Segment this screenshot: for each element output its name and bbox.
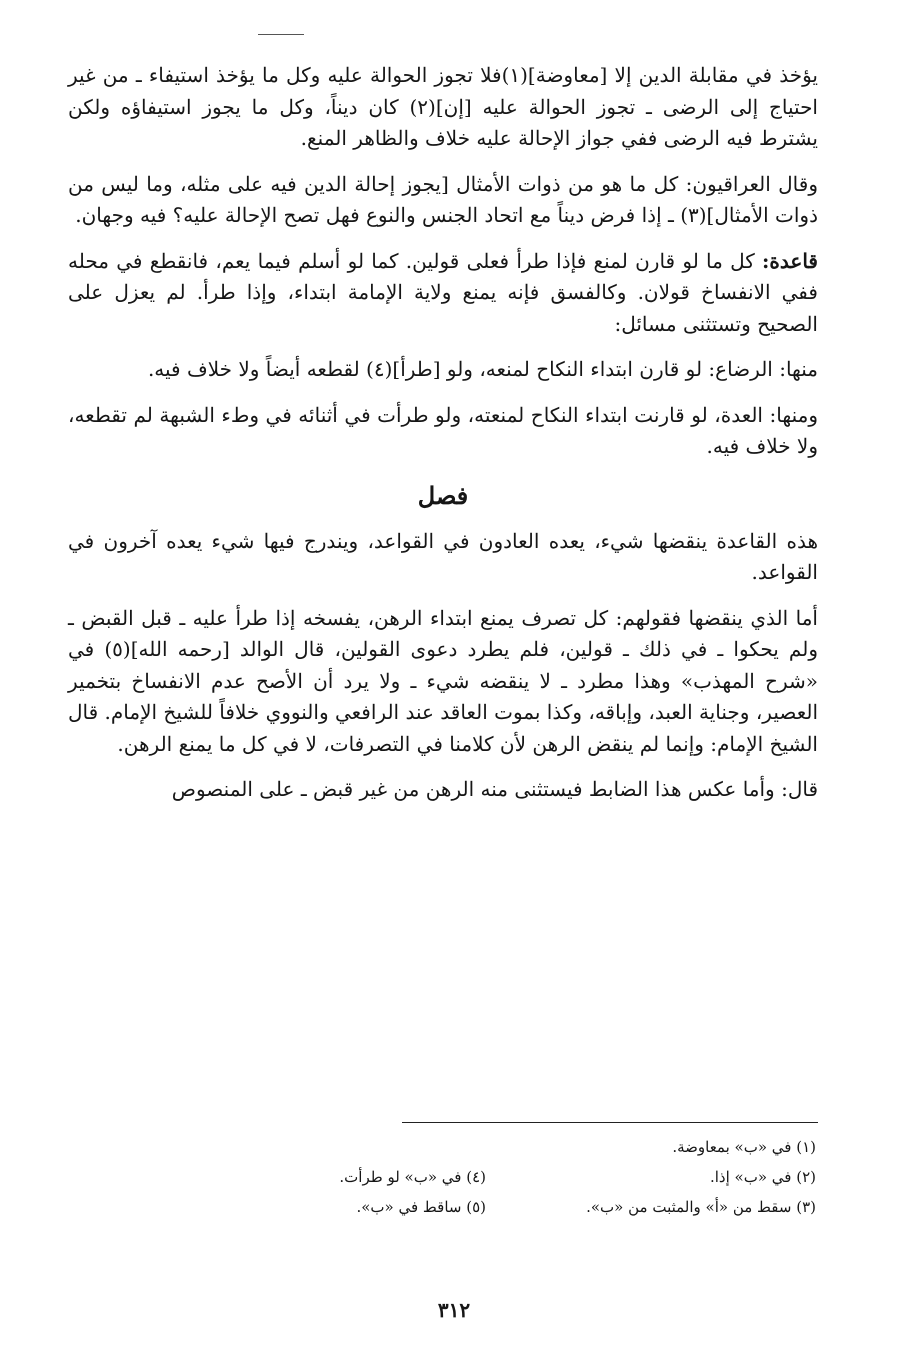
footnote-3: (٣) سقط من «أ» والمثبت من «ب». [586,1198,816,1216]
paragraph-8: قال: وأما عكس هذا الضابط فيستثنى منه الرهن من غير قبض ـ على المنصوص [171,777,818,801]
footnote-separator [402,1122,818,1123]
paragraph-3-text: كل ما لو قارن لمنع فإذا طرأ فعلى قولين. كما لو أسلم فيما يعم، فانقطع في محله ففي الانفساخ قولان. وكالفسق فإنه يمنع ولاية الإمامة ابتداء، وإذا طرأ. لم يعزل على الصحيح وتستثنى مسائل: [68,248,818,336]
footnote-2: (٢) في «ب» إذا. [709,1168,816,1186]
paragraph-1: يؤخذ في مقابلة الدين إلا [معاوضة](١)فلا تجوز الحوالة عليه وكل ما يؤخذ استيفاء ـ من غير احتياج إلى الرضى ـ تجوز الحوالة عليه [إن](٢) كان ديناً، وكل ما يجوز استيفاؤه ولكن يشترط فيه الرضى ففي جواز الإحالة عليه خلاف والظاهر المنع. [68,63,818,150]
footnote-1: (١) في «ب» بمعاوضة. [672,1138,816,1156]
paragraph-3 [68,246,818,341]
footnotes-right-column [516,1132,816,1222]
footnotes-left-column [186,1162,486,1222]
section-heading: فصل [417,480,469,510]
paragraph-6: هذه القاعدة ينقضها شيء، يعده العادون في القواعد، ويندرج فيها شيء يعده آخرون في القواعد. [68,528,818,584]
rule-label: قاعدة: [762,248,818,273]
paragraph-2: وقال العراقيون: كل ما هو من ذوات الأمثال [يجوز إحالة الدين فيه على مثله، وما ليس من ذوات الأمثال](٣) ـ إذا فرض ديناً مع اتحاد الجنس والنوع فهل تصح الإحالة عليه؟ فيه وجهان. [68,171,818,227]
page-number: ٣١٢ [437,1298,471,1322]
paragraph-7: أما الذي ينقضها فقولهم: كل تصرف يمنع ابتداء الرهن، يفسخه إذا طرأ عليه ـ قبل القبض ـ ولم يحكوا ـ في ذلك ـ قولين، فلم يطرد دعوى القولين، قال الوالد [رحمه الله](٥) في «شرح المهذب» وهذا مطرد ـ لا ينقضه شيء ـ ولا يرد أن الأصح عدم الانفساخ بتخمير العصير، وجناية العبد، وإباقه، وكذا بموت العاقد عند الرافعي والنووي خلافاً للشيخ الإمام. قال الشيخ الإمام: وإنما لم ينقض الرهن لأن كلامنا في التصرفات، لا في كل ما يمنع الرهن. [68,605,818,756]
top-margin-mark [258,34,304,35]
paragraph-5: ومنها: العدة، لو قارنت ابتداء النكاح لمنعته، ولو طرأت في أثنائه في وطء الشبهة لم تقطعه، ولا خلاف فيه. [68,402,818,458]
paragraph-4: منها: الرضاع: لو قارن ابتداء النكاح لمنعه، ولو [طرأ](٤) لقطعه أيضاً ولا خلاف فيه. [147,357,818,381]
page-body [68,60,818,820]
footnote-4: (٤) في «ب» لو طرأت. [339,1168,486,1186]
footnote-5: (٥) ساقط في «ب». [356,1198,486,1216]
